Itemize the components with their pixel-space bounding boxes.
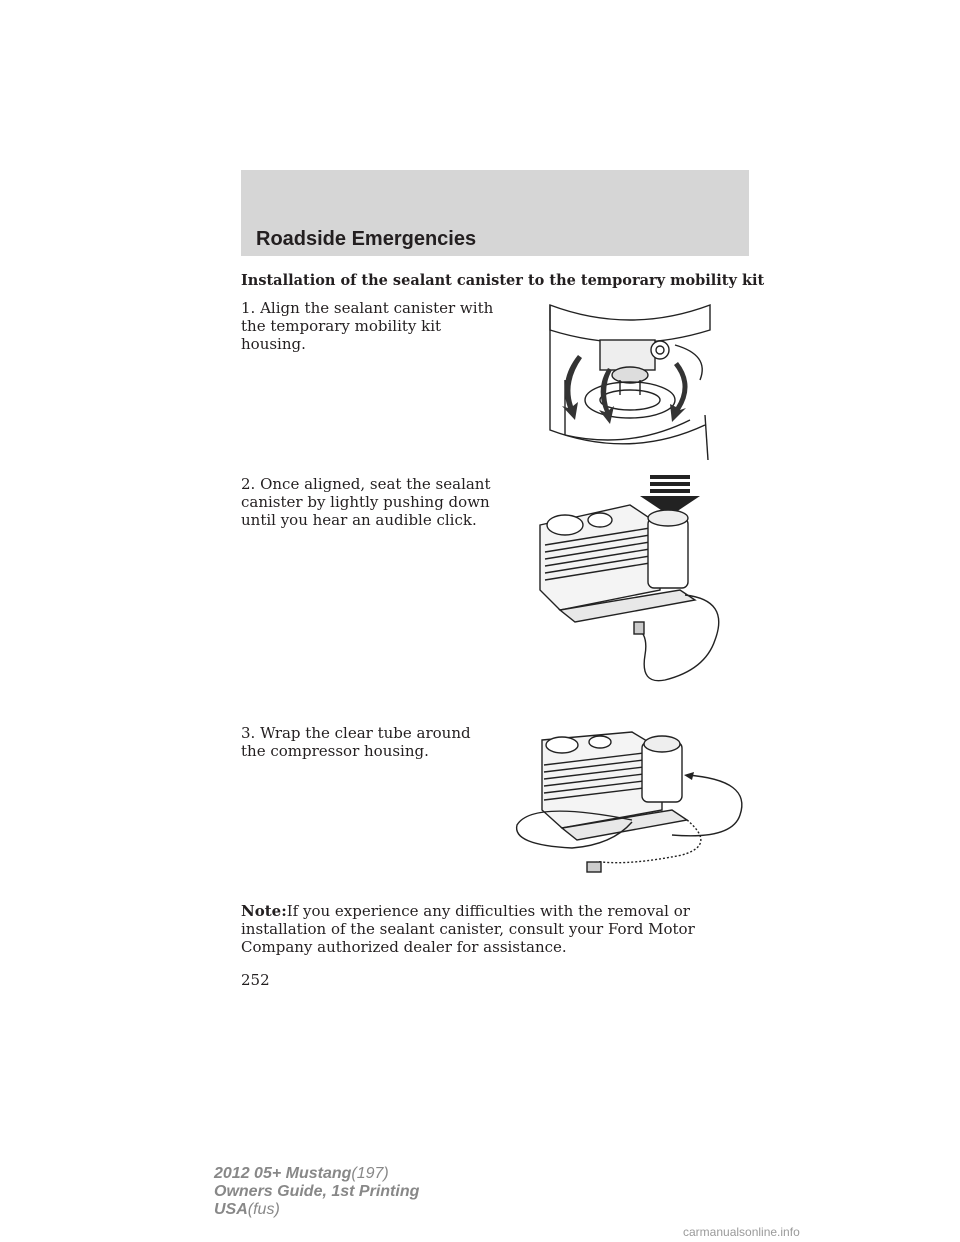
footer-model-code: (197) — [351, 1165, 389, 1182]
procedure-heading: Installation of the sealant canister to the temporary mobility kit — [241, 272, 765, 289]
footer — [214, 1165, 419, 1219]
footer-region: USA — [214, 1201, 248, 1218]
canister-seating-illustration — [530, 470, 740, 692]
footer-region-code: (fus) — [247, 1201, 280, 1218]
note-label: Note: — [241, 902, 287, 920]
canister-alignment-illustration — [520, 300, 730, 460]
section-title: Roadside Emergencies — [256, 228, 477, 250]
watermark: carmanualsonline.info — [683, 1225, 800, 1239]
page-number: 252 — [241, 971, 270, 989]
step-1-text: 1. Align the sealant canister with the temporary mobility kit housing. — [241, 299, 494, 353]
note-text: If you experience any difficulties with the removal or installation of the sealant canister, consult your Ford Motor Company authorized dealer for assistance. — [241, 902, 695, 956]
tube-wrapping-illustration — [512, 730, 748, 880]
note-paragraph — [241, 902, 761, 956]
step-2-text: 2. Once aligned, seat the sealant canister by lightly pushing down until you hear an audible click. — [241, 475, 491, 529]
footer-edition: Owners Guide, 1st Printing — [214, 1183, 420, 1200]
footer-model: 2012 05+ Mustang — [214, 1165, 352, 1182]
step-3-text: 3. Wrap the clear tube around the compressor housing. — [241, 724, 471, 760]
